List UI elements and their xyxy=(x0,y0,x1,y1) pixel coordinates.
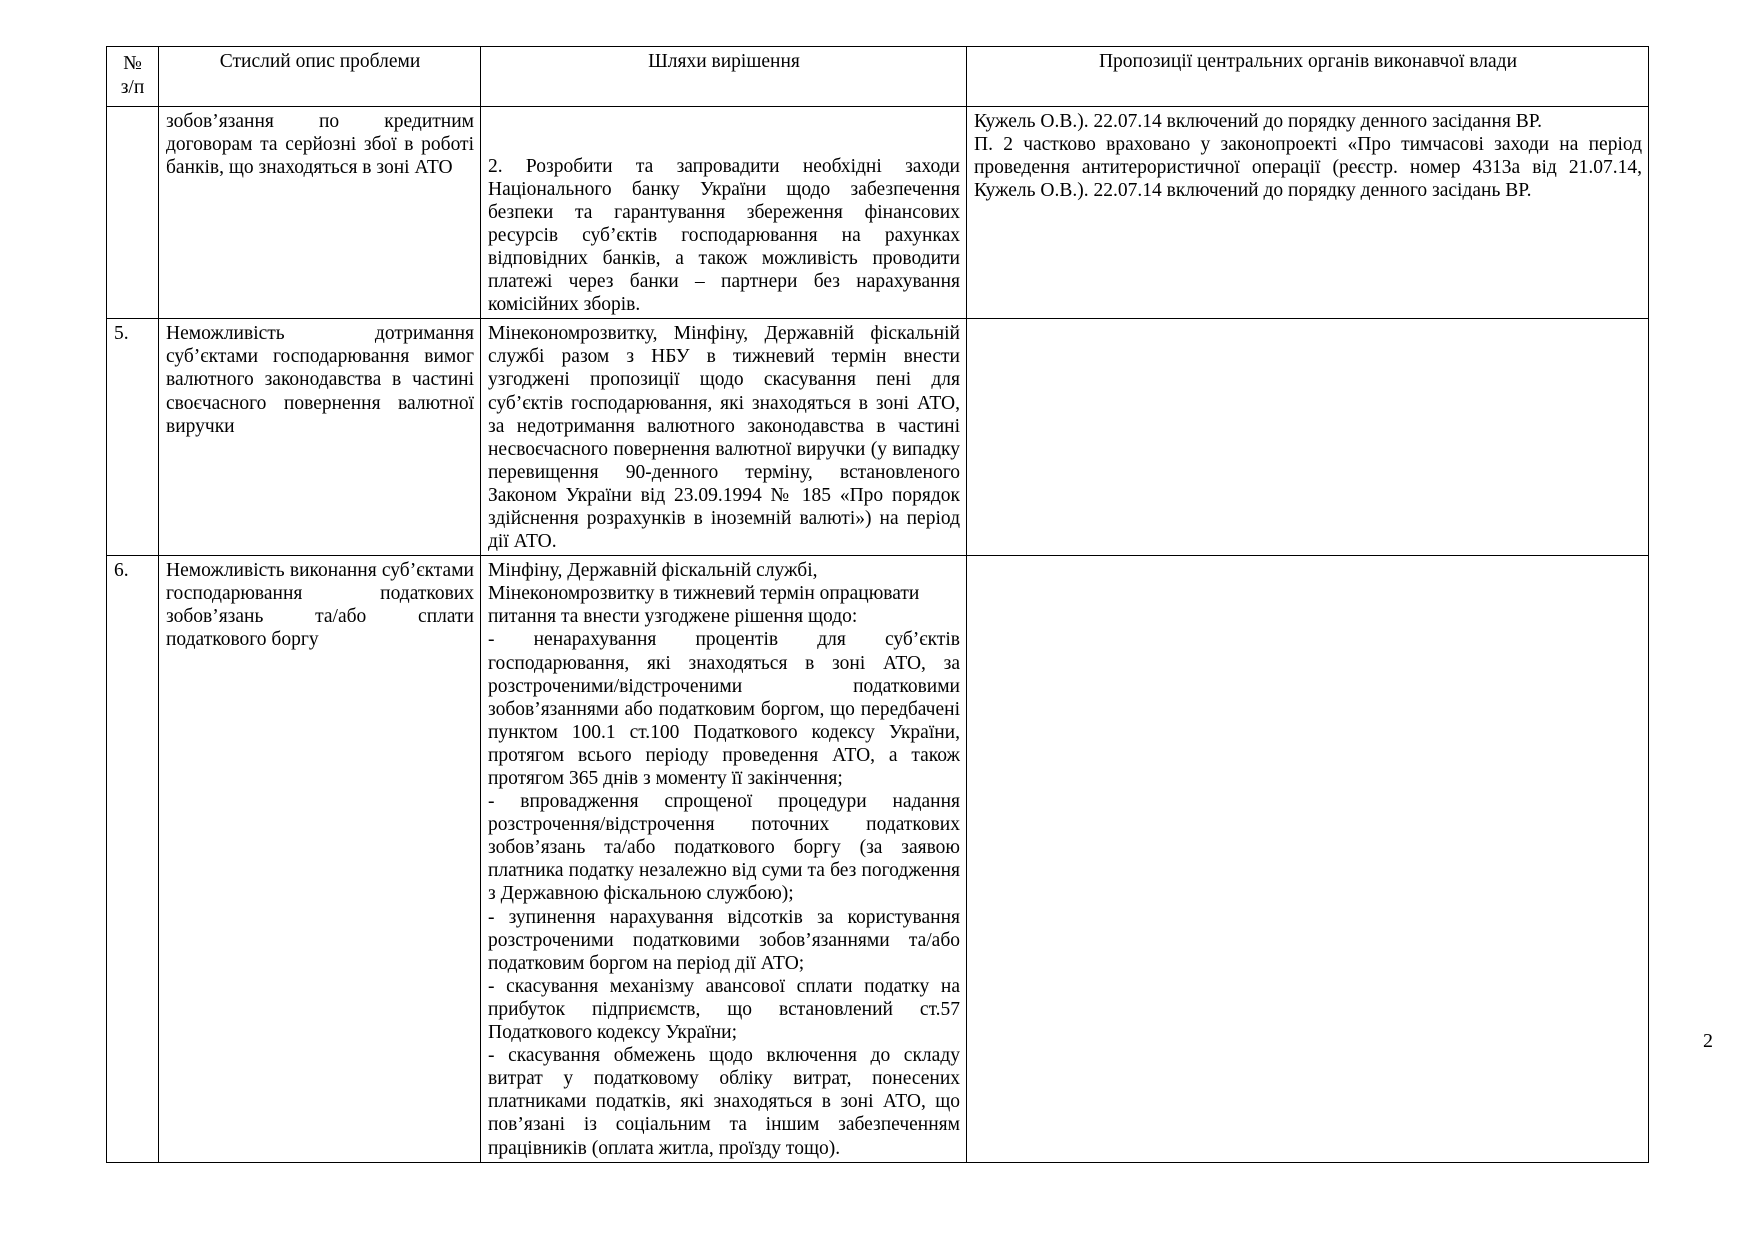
row-ways-paragraph: Мінфіну, Державній фіскальній службі, Мінекономрозвитку в тижневий термін опрацювати питання та внести узгоджене рішення щодо: xyxy=(488,560,920,628)
table-header xyxy=(107,47,1649,107)
row-ways xyxy=(481,106,967,319)
problems-solutions-table xyxy=(106,46,1649,1163)
page-number: 2 xyxy=(1703,1030,1713,1052)
row-proposals xyxy=(967,319,1649,556)
row-description: Неможливість дотримання суб’єктами господарювання вимог валютного законодавства в частині своєчасного повернення валютної виручки xyxy=(159,319,481,556)
row-ways: Мінекономрозвитку, Мінфіну, Державній фіскальній службі разом з НБУ в тижневий термін внести узгоджені пропозиції щодо скасування пені для суб’єктів господарювання, які знаходяться в зоні АТО, за недотримання валютного законодавства в частині несвоєчасного повернення валютної виручки (у випадку перевищення 90-денного терміну, встановленого Законом України від 23.09.1994 № 185 «Про порядок здійснення розрахунків в іноземній валюті») на період дії АТО. xyxy=(481,319,967,556)
column-header-ways: Шляхи вирішення xyxy=(481,47,967,107)
column-header-description: Стислий опис проблеми xyxy=(159,47,481,107)
row-proposals xyxy=(967,556,1649,1162)
row-ways-text: 2. Розробити та запровадити необхідні заходи Національного банку України щодо забезпечення безпеки та гарантування збереження фінансових ресурсів суб’єктів господарювання на рахунках відповідних банків, а також можливість проводити платежі через банки – партнери без нарахування комісійних зборів. xyxy=(488,155,960,316)
row-proposals xyxy=(967,106,1649,319)
row-ways-paragraph: - ненарахування процентів для суб’єктів господарювання, які знаходяться в зоні АТО, за розстроченими/відстроченими податковими зобов’язаннями або податковим боргом, що передбачені пунктом 100.1 ст.100 Податкового кодексу України, протягом всього періоду проведення АТО, а також протягом 365 днів з моменту її закінчення; xyxy=(488,629,960,789)
column-header-number xyxy=(107,47,159,107)
row-proposals-paragraph: П. 2 частково враховано у законопроекті «Про тимчасові заходи на період проведення антитерористичної операції (реєстр. номер 4313а від 21.07.14, Кужель О.В.). 22.07.14 включений до порядку денного засідань ВР. xyxy=(974,133,1642,201)
row-number: 5. xyxy=(107,319,159,556)
table-row xyxy=(107,556,1649,1162)
row-proposals-paragraph: Кужель О.В.). 22.07.14 включений до порядку денного засідання ВР. xyxy=(974,110,1543,132)
row-ways-paragraph: - зупинення нарахування відсотків за користування розстроченими податковими зобов’язаннями та/або податковим боргом на період дії АТО; xyxy=(488,906,960,974)
row-ways-paragraph: - скасування обмежень щодо включення до складу витрат у податковому обліку витрат, понесених платниками податків, які знаходяться в зоні АТО, що пов’язані із соціальним та іншим забезпеченням працівників (оплата житла, проїзду тощо). xyxy=(488,1045,960,1159)
column-header-proposals: Пропозиції центральних органів виконавчої влади xyxy=(967,47,1649,107)
table-header-row xyxy=(107,47,1649,107)
row-number xyxy=(107,106,159,319)
row-number: 6. xyxy=(107,556,159,1162)
row-ways-paragraph: - впровадження спрощеної процедури надання розстрочення/відстрочення поточних податкових зобов’язань та/або податкового боргу (за заявою платника податку незалежно від суми та без погодження з Державною фіскальною службою); xyxy=(488,791,960,905)
column-header-number-line1: № xyxy=(123,53,142,74)
row-description: зобов’язання по кредитним договорам та серйозні збої в роботі банків, що знаходяться в зоні АТО xyxy=(159,106,481,319)
spacer xyxy=(488,110,960,155)
row-description: Неможливість виконання суб’єктами господарювання податкових зобов’язань та/або сплати податкового боргу xyxy=(159,556,481,1162)
table-body xyxy=(107,106,1649,1162)
column-header-number-line2: з/п xyxy=(120,76,145,98)
row-ways-paragraph: - скасування механізму авансової сплати податку на прибуток підприємств, що встановлений ст.57 Податкового кодексу України; xyxy=(488,975,960,1044)
table-row xyxy=(107,106,1649,319)
row-ways xyxy=(481,556,967,1162)
table-row xyxy=(107,319,1649,556)
